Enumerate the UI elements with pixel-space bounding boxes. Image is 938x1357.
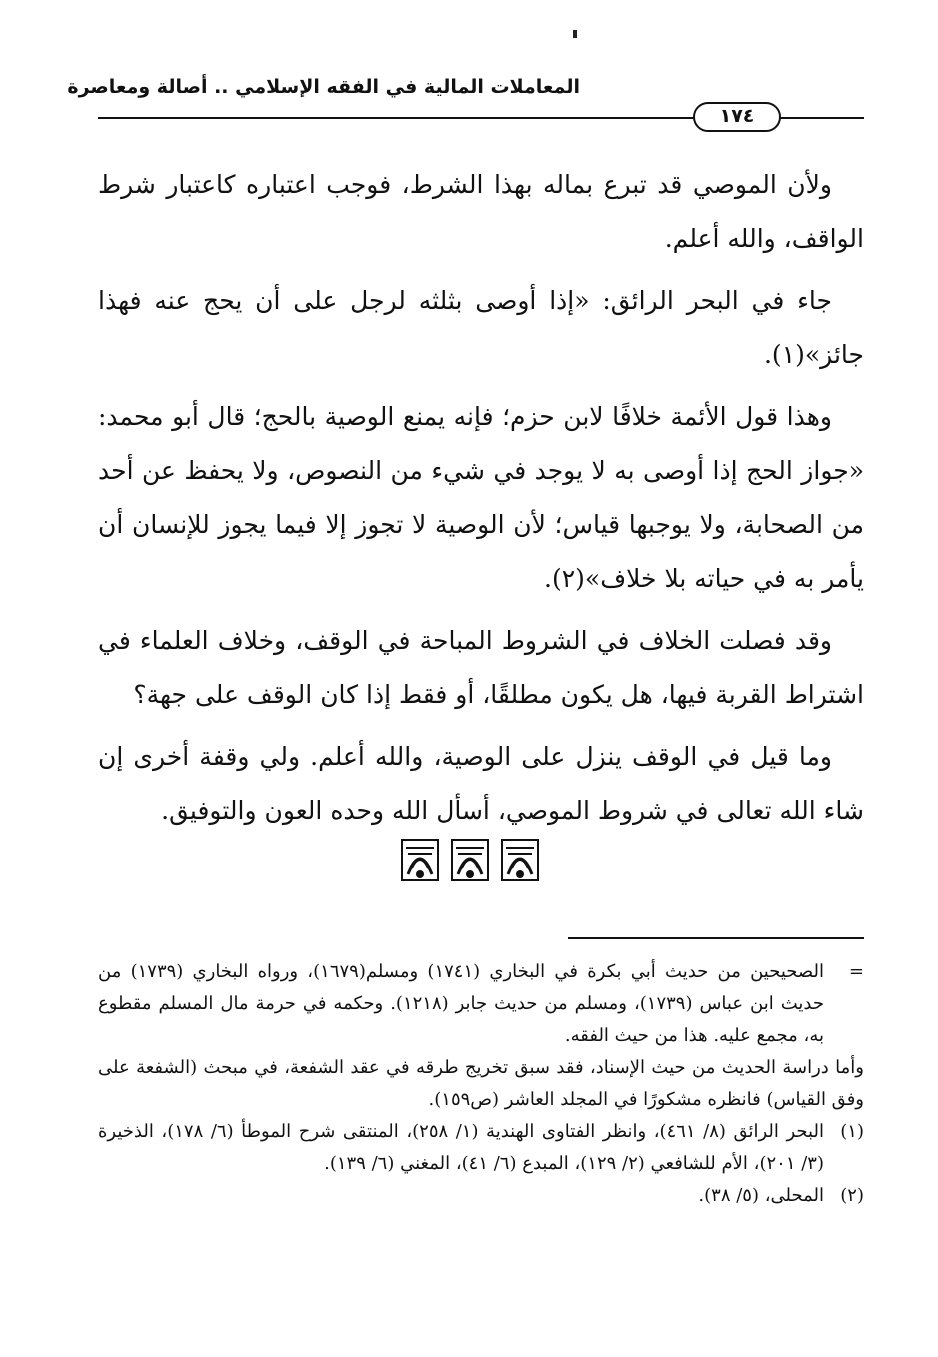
body-paragraph-1: ولأن الموصي قد تبرع بماله بهذا الشرط، فوجب اعتباره كاعتبار شرط الواقف، والله أعلم. [98, 170, 864, 253]
running-header-title: المعاملات المالية في الفقه الإسلامي .. أصالة ومعاصرة [67, 76, 580, 98]
header-rule-left [98, 117, 695, 119]
section-end-ornament [400, 838, 540, 882]
floral-ornament-icon [400, 838, 440, 882]
footnotes [98, 956, 864, 1212]
page-number: ١٧٤ [693, 102, 781, 132]
footnote-number: (٢) [840, 1185, 864, 1206]
floral-ornament-icon [500, 838, 540, 882]
body-paragraph-4: وقد فصلت الخلاف في الشروط المباحة في الوقف، وخلاف العلماء في اشتراط القربة فيها، هل يكون مطلقًا، أو فقط إذا كان الوقف على جهة؟ [98, 626, 864, 709]
body-paragraph-3: وهذا قول الأئمة خلافًا لابن حزم؛ فإنه يمنع الوصية بالحج؛ قال أبو محمد: «جواز الحج إذا أوصى به لا يوجد في شيء من النصوص، ولا يحفظ عن أحد من الصحابة، ولا يوجبها قياس؛ لأن الوصية لا تجوز إلا فيما يجوز للإنسان أن يأمر به في حياته بلا خلاف»(٢). [98, 402, 864, 593]
header-rule-right [778, 117, 864, 119]
footnote-item-2 [98, 1180, 864, 1212]
footnote-text: المحلى، (٥/ ٣٨). [698, 1185, 824, 1206]
footnote-number: (١) [840, 1121, 864, 1142]
footnote-item-1 [98, 1116, 864, 1180]
footnote-separator [568, 937, 864, 939]
body-paragraph-2: جاء في البحر الرائق: «إذا أوصى بثلثه لرجل على أن يحج عنه فهذا جائز»(١). [98, 286, 864, 369]
footnote-continued-mark: = [848, 961, 864, 982]
footnote-continued-paragraph: وأما دراسة الحديث من حيث الإسناد، فقد سبق تخريج طرقه في عقد الشفعة، في مبحث (الشفعة على وفق القياس) فانظره مشكورًا في المجلد العاشر (ص١٥٩). [98, 1057, 864, 1110]
footnote-text: البحر الرائق (٨/ ٤٦١)، وانظر الفتاوى الهندية (١/ ٢٥٨)، المنتقى شرح الموطأ (٦/ ١٧٨)، الذخيرة (٣/ ٢٠١)، الأم للشافعي (٢/ ١٢٩)، المبدع (٦/ ٤١)، المغني (٦/ ١٣٩). [98, 1121, 824, 1174]
body-text [98, 158, 864, 846]
floral-ornament-icon [450, 838, 490, 882]
scan-mark [573, 30, 577, 38]
footnote-continued [98, 956, 864, 1052]
footnote-continued-text: الصحيحين من حديث أبي بكرة في البخاري (١٧٤١) ومسلم(١٦٧٩)، ورواه البخاري (١٧٣٩) من حديث ابن عباس (١٧٣٩)، ومسلم من حديث جابر (١٢١٨). وحكمه في حرمة مال المسلم مقطوع به، مجمع عليه. هذا من حيث الفقه. [98, 961, 824, 1046]
body-paragraph-5: وما قيل في الوقف ينزل على الوصية، والله أعلم. ولي وقفة أخرى إن شاء الله تعالى في شروط الموصي، أسأل الله وحده العون والتوفيق. [98, 742, 864, 825]
